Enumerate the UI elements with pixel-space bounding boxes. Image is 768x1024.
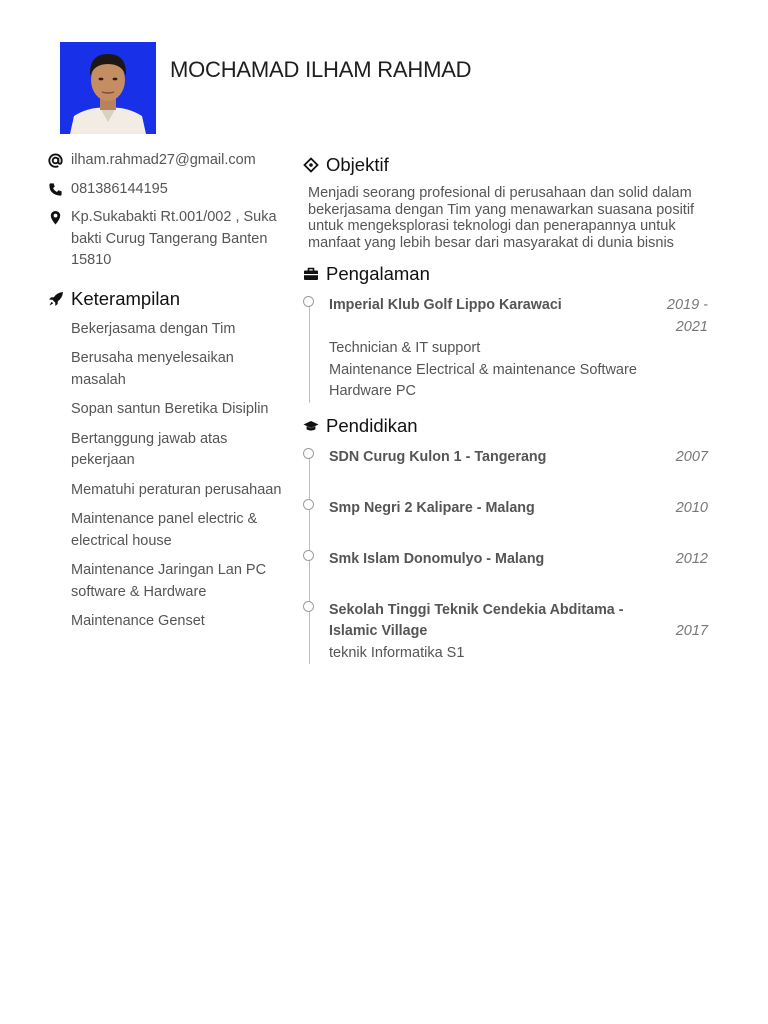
skill-item: Mematuhi peraturan perusahaan bbox=[71, 481, 282, 498]
skill-item: Maintenance Jaringan Lan PC software & Hardware bbox=[71, 562, 267, 600]
skill-item: Maintenance Genset bbox=[71, 613, 205, 629]
education-school: Smp Negri 2 Kalipare - Malang bbox=[329, 499, 535, 516]
education-title: Pendidikan bbox=[326, 414, 418, 436]
crosshair-icon bbox=[303, 157, 326, 173]
full-name: MOCHAMAD ILHAM RAHMAD bbox=[170, 57, 472, 82]
objective-title: Objektif bbox=[326, 154, 389, 175]
skill-item: Berusaha menyelesaikan masalah bbox=[71, 350, 234, 388]
email-text[interactable]: ilham.rahmad27@gmail.com bbox=[71, 152, 256, 168]
skill-item: Bertanggung jawab atas pekerjaan bbox=[71, 430, 228, 468]
education-item bbox=[303, 498, 708, 520]
skills-list bbox=[48, 319, 288, 633]
objective-heading bbox=[303, 154, 708, 176]
education-year: 2012 bbox=[675, 550, 708, 567]
experience-title: Pengalaman bbox=[326, 263, 430, 285]
objective-text: Menjadi seorang profesional di perusahaan dan solid dalam bekerjasama dengan Tim yang menawarkan suasana positif untuk mengeksplorasi teknologi dan penerapannya untuk manfaat yang lebih besar dari masyarakat di dunia bisnis bbox=[308, 185, 695, 251]
profile-photo bbox=[60, 42, 156, 134]
skills-heading bbox=[48, 288, 288, 310]
experience-date: 2019 - 2021 bbox=[666, 297, 708, 335]
right-column bbox=[303, 154, 708, 664]
education-year: 2010 bbox=[675, 499, 708, 516]
skill-item: Maintenance panel electric & electrical house bbox=[71, 511, 258, 549]
address-text: Kp.Sukabakti Rt.001/002 , Suka bakti Curug Tangerang Banten 15810 bbox=[71, 209, 277, 268]
contact-phone bbox=[48, 179, 288, 201]
left-column bbox=[48, 150, 288, 641]
timeline-dot bbox=[303, 296, 314, 307]
phone-icon bbox=[48, 179, 71, 197]
education-heading bbox=[303, 415, 708, 437]
map-pin-icon bbox=[48, 207, 71, 225]
education-year: 2017 bbox=[675, 623, 708, 640]
education-school: Smk Islam Donomulyo - Malang bbox=[329, 550, 545, 567]
experience-heading bbox=[303, 263, 708, 285]
experience-company: Imperial Klub Golf Lippo Karawaci bbox=[329, 297, 562, 314]
experience-description: Maintenance Electrical & maintenance Software Hardware PC bbox=[329, 361, 637, 400]
graduation-cap-icon bbox=[303, 419, 326, 433]
education-item bbox=[303, 549, 708, 571]
education-school: SDN Curug Kulon 1 - Tangerang bbox=[329, 448, 547, 465]
timeline-dot bbox=[303, 448, 314, 459]
education-school: Sekolah Tinggi Teknik Cendekia Abditama - Islamic Village bbox=[329, 601, 624, 640]
education-major: teknik Informatika S1 bbox=[329, 644, 465, 661]
education-year: 2007 bbox=[675, 448, 708, 465]
experience-role: Technician & IT support bbox=[329, 340, 481, 357]
education-item bbox=[303, 447, 708, 469]
experience-item bbox=[303, 295, 708, 403]
rocket-icon bbox=[48, 291, 71, 307]
contact-email bbox=[48, 150, 288, 172]
contact-address bbox=[48, 207, 288, 272]
education-timeline bbox=[303, 447, 708, 665]
timeline-dot bbox=[303, 601, 314, 612]
skills-title: Keterampilan bbox=[71, 287, 181, 309]
at-sign-icon bbox=[48, 150, 71, 168]
briefcase-icon bbox=[303, 267, 326, 281]
phone-text: 081386144195 bbox=[71, 180, 168, 197]
skill-item: Sopan santun Beretika Disiplin bbox=[71, 401, 269, 417]
experience-timeline bbox=[303, 295, 708, 403]
education-item bbox=[303, 600, 708, 665]
timeline-dot bbox=[303, 550, 314, 561]
timeline-dot bbox=[303, 499, 314, 510]
skill-item: Bekerjasama dengan Tim bbox=[71, 320, 236, 337]
